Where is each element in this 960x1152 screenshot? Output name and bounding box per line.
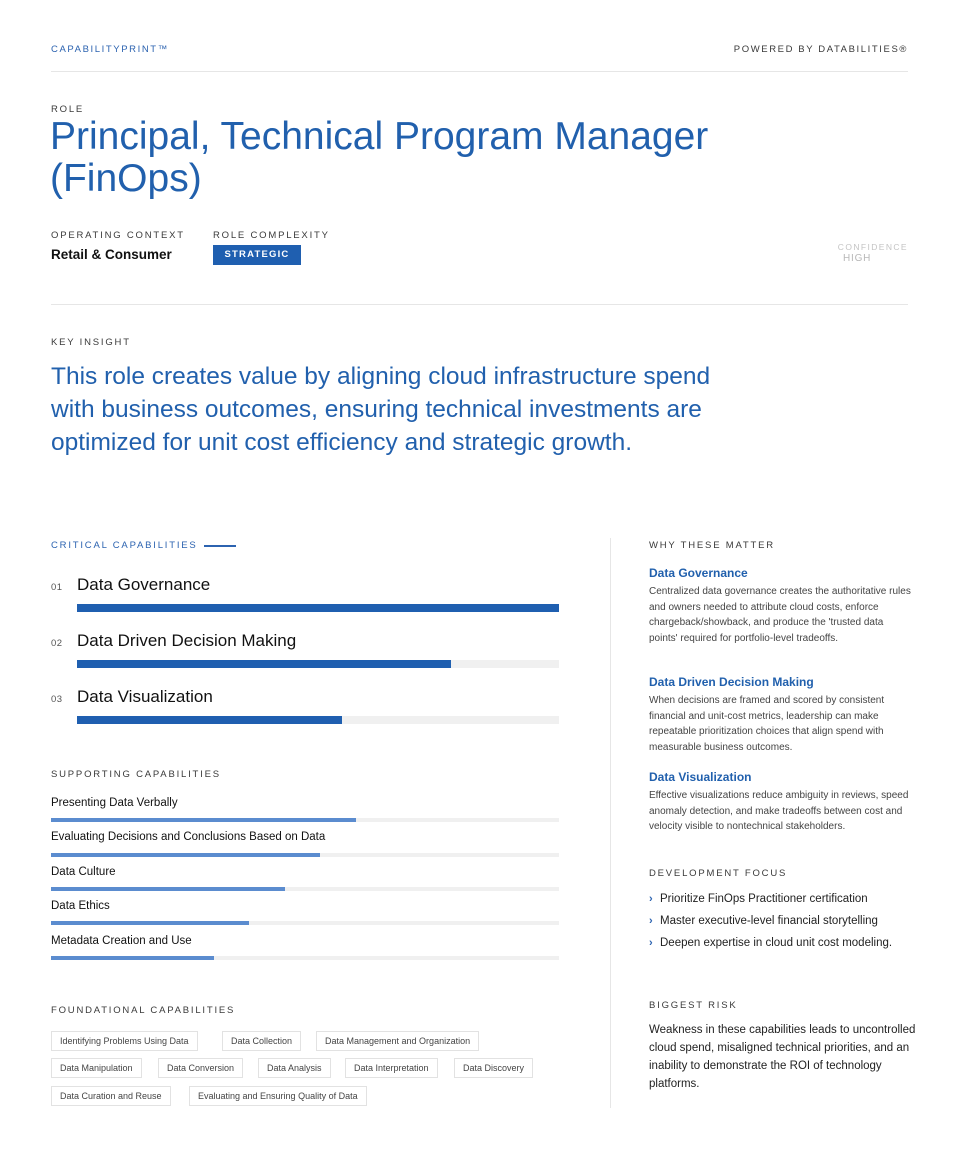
capability-bar-track	[77, 660, 559, 668]
critical-capabilities-label: CRITICAL CAPABILITIES	[51, 540, 198, 551]
why-item-text: Effective visualizations reduce ambiguity in reviews, speed anomaly detection, and make tradeoffs between cost and velocity visible to nontechnical stakeholders.	[649, 790, 909, 832]
capability-name: Presenting Data Verbally	[51, 797, 178, 809]
capability-bar-track	[77, 604, 559, 612]
capability-number: 01	[51, 582, 63, 593]
brand-name: CAPABILITYPRINT™	[51, 44, 169, 55]
key-insight-label: KEY INSIGHT	[51, 337, 131, 348]
capability-name: Data Governance	[77, 575, 211, 594]
capability-name: Metadata Creation and Use	[51, 935, 192, 947]
capability-bar-fill	[51, 921, 249, 925]
capability-bar-track	[77, 716, 559, 724]
capability-name: Data Culture	[51, 866, 116, 878]
role-title: Principal, Technical Program Manager (FinOps)	[50, 115, 709, 200]
capability-bar-fill	[77, 660, 451, 668]
role-label: ROLE	[51, 104, 85, 115]
capability-number: 02	[51, 638, 63, 649]
foundational-chip: Data Conversion	[158, 1058, 243, 1078]
foundational-chip: Data Collection	[222, 1031, 301, 1051]
why-item-text: Centralized data governance creates the authoritative rules and owners needed to attribute cloud costs, enforce chargeback/showback, and produce the 'trusted data points' required for portfolio-level tradeoffs.	[649, 586, 911, 644]
chevron-right-icon: ›	[649, 893, 653, 905]
development-item-text: Master executive-level financial storytelling	[660, 915, 878, 927]
capability-bar-fill	[77, 716, 342, 724]
capability-bar-track	[51, 956, 559, 960]
why-these-matter-label: WHY THESE MATTER	[649, 540, 775, 551]
capability-name: Evaluating Decisions and Conclusions Based on Data	[51, 831, 326, 843]
role-complexity-label: ROLE COMPLEXITY	[213, 230, 330, 241]
capability-bar-fill	[51, 853, 320, 857]
development-item-text: Deepen expertise in cloud unit cost modeling.	[660, 937, 893, 949]
operating-context-value: Retail & Consumer	[51, 247, 172, 262]
foundational-chip: Evaluating and Ensuring Quality of Data	[189, 1086, 367, 1106]
capability-bar-fill	[51, 887, 285, 891]
foundational-chip: Data Interpretation	[345, 1058, 438, 1078]
supporting-capabilities-label: SUPPORTING CAPABILITIES	[51, 769, 221, 780]
capability-bar-track	[51, 921, 559, 925]
foundational-chip: Data Analysis	[258, 1058, 331, 1078]
capability-bar-track	[51, 887, 559, 891]
foundational-chip: Data Curation and Reuse	[51, 1086, 171, 1106]
foundational-capabilities-label: FOUNDATIONAL CAPABILITIES	[51, 1005, 236, 1016]
capability-bar-track	[51, 853, 559, 857]
capability-number: 03	[51, 694, 63, 705]
foundational-chip: Data Manipulation	[51, 1058, 142, 1078]
why-item-title: Data Visualization	[649, 770, 752, 784]
capability-name: Data Visualization	[77, 687, 213, 706]
capability-bar-fill	[51, 956, 214, 960]
development-focus-label: DEVELOPMENT FOCUS	[649, 868, 788, 879]
header-divider	[51, 71, 908, 72]
capability-bar-fill	[51, 818, 356, 822]
biggest-risk-text: Weakness in these capabilities leads to uncontrolled cloud spend, misaligned technical priorities, and an inability to demonstrate the ROI of technology platforms.	[649, 1024, 916, 1090]
capability-bar-track	[51, 818, 559, 822]
section-divider	[51, 304, 908, 305]
column-divider	[610, 538, 611, 1108]
confidence-label: CONFIDENCE	[837, 242, 908, 252]
confidence-value: HIGH	[843, 253, 872, 264]
development-item	[649, 914, 911, 930]
critical-label-underline	[204, 545, 236, 547]
operating-context-label: OPERATING CONTEXT	[51, 230, 185, 241]
development-item	[649, 892, 911, 908]
chevron-right-icon: ›	[649, 915, 653, 927]
capability-bar-fill	[77, 604, 559, 612]
chevron-right-icon: ›	[649, 937, 653, 949]
biggest-risk-label: BIGGEST RISK	[649, 1000, 738, 1011]
key-insight-text: This role creates value by aligning cloud infrastructure spend with business outcomes, ensuring technical investments are optimized for unit cost efficiency and strategic growth.	[51, 363, 711, 456]
capability-name: Data Driven Decision Making	[77, 631, 297, 650]
foundational-chip: Identifying Problems Using Data	[51, 1031, 198, 1051]
capability-name: Data Ethics	[51, 900, 110, 912]
why-item-text: When decisions are framed and scored by consistent financial and unit-cost metrics, leadership can make repeatable prioritization choices that align spend with measurable business outcomes.	[649, 695, 885, 753]
development-item-text: Prioritize FinOps Practitioner certification	[660, 893, 868, 905]
foundational-chip: Data Discovery	[454, 1058, 533, 1078]
why-item-title: Data Driven Decision Making	[649, 675, 814, 689]
complexity-badge: STRATEGIC	[213, 245, 301, 265]
powered-by: POWERED BY DATABILITIES®	[733, 44, 908, 55]
foundational-chip: Data Management and Organization	[316, 1031, 479, 1051]
development-item	[649, 936, 911, 952]
why-item-title: Data Governance	[649, 566, 748, 580]
